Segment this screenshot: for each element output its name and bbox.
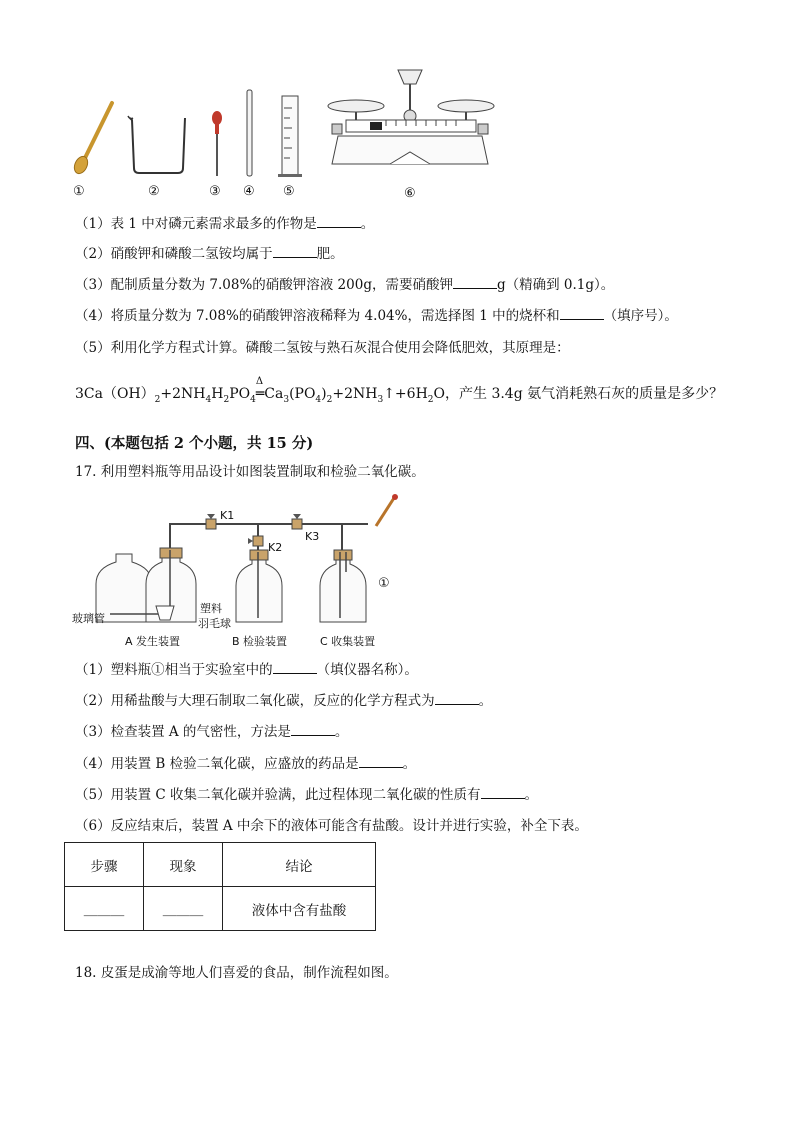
collection-bottle-icon [320,550,366,622]
table-cell-step[interactable]: ______ [65,887,144,931]
q18-intro: 18. 皮蛋是成渝等地人们喜爱的食品，制作流程如图。 [75,965,398,981]
label-k1: K1 [220,509,235,522]
test-bottle-icon [236,550,282,622]
q17-intro: 17. 利用塑料瓶等用品设计如图装置制取和检验二氧化碳。 [75,464,425,480]
q16-item-4: （4）将质量分数为 7.08%的硝酸钾溶液稀释为 4.04%，需选择图 1 中的烧杯和 （填序号）。 [75,308,678,324]
beaker-icon [128,116,185,173]
q17-item-1: （1）塑料瓶①相当于实验室中的 （填仪器名称）。 [75,662,418,678]
table-header-cell: 步骤 [65,843,144,887]
answer-blank[interactable] [317,215,361,228]
table-cell-phenomenon[interactable]: ______ [144,887,223,931]
table-row [65,887,376,931]
dropper-icon [212,111,222,176]
label-k2: K2 [268,541,283,554]
balance-icon [328,70,494,164]
experiment-table [64,842,376,931]
burning-stick-icon [376,494,398,526]
answer-blank[interactable] [481,786,525,799]
figure-label-5: ⑤ [283,184,295,199]
q16-item-5: （5）利用化学方程式计算。磷酸二氢铵与熟石灰混合使用会降低肥效，其原理是： [75,340,570,356]
q17-item-2: （2）用稀盐酸与大理石制取二氧化碳，反应的化学方程式为 。 [75,693,493,709]
table-header-row [65,843,376,887]
valve-k3-icon [292,514,302,529]
label-glass-tube: 玻璃管 [72,612,105,625]
glass-rod-icon [247,90,252,176]
answer-blank[interactable] [453,276,497,289]
answer-blank[interactable] [291,723,335,736]
label-plastic: 塑料 [200,602,222,615]
generator-bottle-icon [96,548,196,622]
label-device-c: C 收集装置 [320,635,376,648]
graduated-cylinder-icon [278,96,302,177]
q16-item-1: （1）表 1 中对磷元素需求最多的作物是 。 [75,216,375,232]
label-bottle-1: ① [378,576,390,591]
q17-item-4: （4）用装置 B 检验二氧化碳，应盛放的药品是 。 [75,756,417,772]
answer-blank[interactable] [435,692,479,705]
label-device-a: A 发生装置 [125,635,181,648]
figure-label-2: ② [148,184,160,199]
section-heading: 四、(本题包括 2 个小题，共 15 分) [75,435,314,452]
q17-item-5: （5）用装置 C 收集二氧化碳并验满，此过程体现二氧化碳的性质有 。 [75,787,539,803]
figure-label-4: ④ [243,184,255,199]
q17-item-3: （3）检查装置 A 的气密性，方法是 。 [75,724,349,740]
q16-item-3: （3）配制质量分数为 7.08%的硝酸钾溶液 200g，需要硝酸钾 g（精确到 0.1g）。 [75,277,615,293]
table-header-cell: 现象 [144,843,223,887]
answer-blank[interactable] [273,661,317,674]
answer-blank[interactable] [560,307,604,320]
answer-blank[interactable] [359,755,403,768]
label-feather-ball: 羽毛球 [198,617,231,630]
answer-blank[interactable] [273,245,317,258]
figure-label-1: ① [73,184,85,199]
valve-k1-icon [206,514,216,529]
figure-label-3: ③ [209,184,221,199]
q17-item-6: （6）反应结束后，装置 A 中余下的液体可能含有盐酸。设计并进行实验，补全下表。 [75,818,588,834]
chemical-equation: $3Ca(OH)_2+2NH_4H_2PO_4$ Δ $═Ca_3(PO_4)_2+2NH_3↑+6H_2O$，产生 3.4g 氨气消耗熟石灰的质量是多少？ [75,376,724,405]
label-k3: K3 [305,530,320,543]
spoon-icon [72,103,112,176]
figure-label-6: ⑥ [404,186,416,201]
figure-2-co2-apparatus [70,492,410,652]
table-cell-conclusion: 液体中含有盐酸 [223,887,376,931]
table-header-cell: 结论 [223,843,376,887]
label-device-b: B 检验装置 [232,635,288,648]
valve-k2-icon [248,536,263,546]
q16-item-2: （2）硝酸钾和磷酸二氢铵均属于 肥。 [75,246,344,262]
